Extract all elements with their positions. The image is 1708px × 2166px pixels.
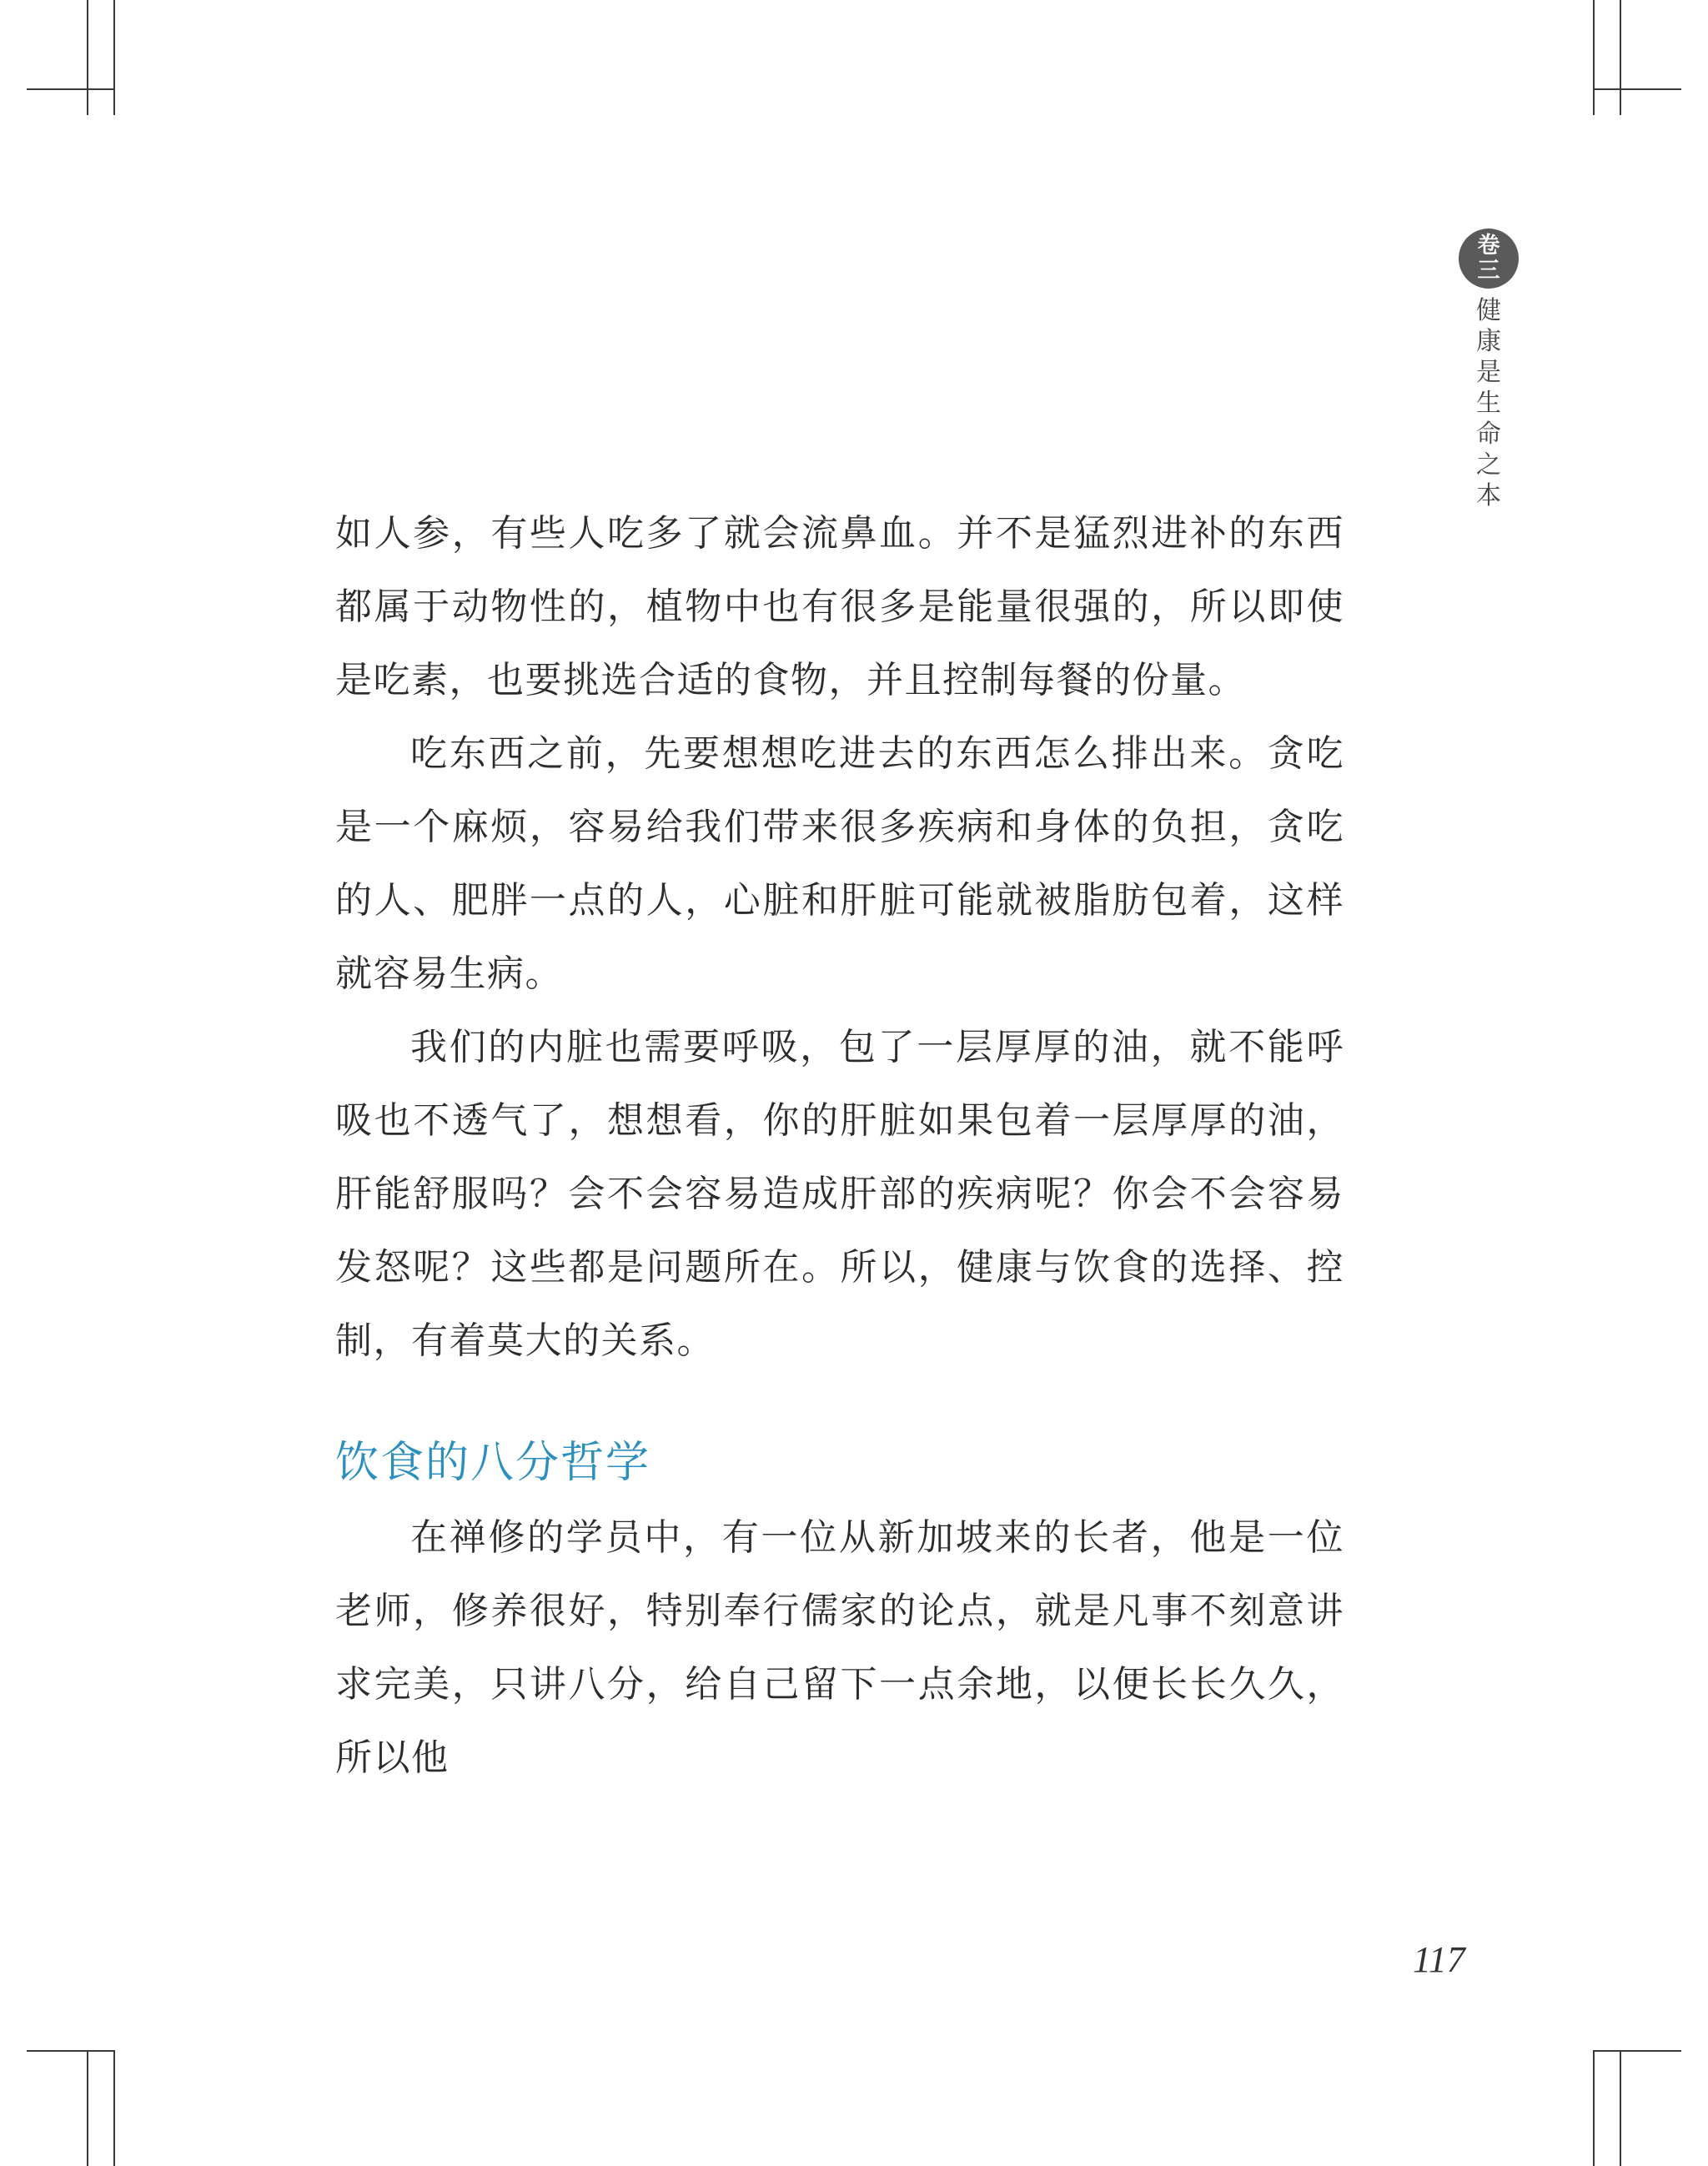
crop-mark-bottom-left-v2 [113,2050,115,2166]
page-number: 117 [1413,1939,1465,1980]
page-body [335,497,1344,1795]
crop-mark-bottom-left-h [27,2050,115,2052]
paragraph: 我们的内脏也需要呼吸，包了一层厚厚的油，就不能呼吸也不透气了，想想看，你的肝脏如果包着一层厚厚的油，肝能舒服吗？会不会容易造成肝部的疾病呢？你会不会容易发怒呢？这些都是问题所在。所以，健康与饮食的选择、控制，有着莫大的关系。 [335,1026,1344,1362]
chapter-title-char: 是 [1476,358,1501,387]
chapter-title-char: 健 [1476,296,1501,325]
volume-badge [1459,229,1519,289]
crop-mark-top-left-v2 [113,0,115,115]
crop-mark-bottom-left-v [87,2050,88,2166]
chapter-vertical-title [1476,295,1501,511]
crop-mark-top-right-v2 [1620,0,1621,115]
crop-mark-top-left-h [27,88,115,90]
chapter-title-char: 之 [1476,450,1501,480]
chapter-title-char: 命 [1476,420,1501,449]
chapter-title-char: 本 [1476,481,1501,510]
volume-char: 三 [1477,258,1500,284]
paragraph: 在禅修的学员中，有一位从新加坡来的长者，他是一位老师，修养很好，特别奉行儒家的论点，就是凡事不刻意讲求完美，只讲八分，给自己留下一点余地，以便长长久久，所以他 [335,1516,1344,1779]
volume-char: 卷 [1477,233,1500,259]
chapter-title-char: 康 [1476,327,1501,356]
crop-mark-top-right-v [1593,0,1595,115]
chapter-side-tab [1458,229,1520,511]
paragraph: 如人参，有些人吃多了就会流鼻血。并不是猛烈进补的东西都属于动物性的，植物中也有很多是能量很强的，所以即使是吃素，也要挑选合适的食物，并且控制每餐的份量。 [335,512,1344,701]
crop-mark-top-left-v [87,0,88,115]
chapter-title-char: 生 [1476,389,1501,418]
crop-mark-top-right-h [1593,88,1681,90]
crop-mark-bottom-right-h [1593,2050,1681,2052]
crop-mark-bottom-right-v2 [1620,2050,1621,2166]
section-heading: 饮食的八分哲学 [335,1438,651,1488]
crop-mark-bottom-right-v [1593,2050,1595,2166]
paragraph: 吃东西之前，先要想想吃进去的东西怎么排出来。贪吃是一个麻烦，容易给我们带来很多疾病和身体的负担，贪吃的人、肥胖一点的人，心脏和肝脏可能就被脂肪包着，这样就容易生病。 [335,732,1344,995]
